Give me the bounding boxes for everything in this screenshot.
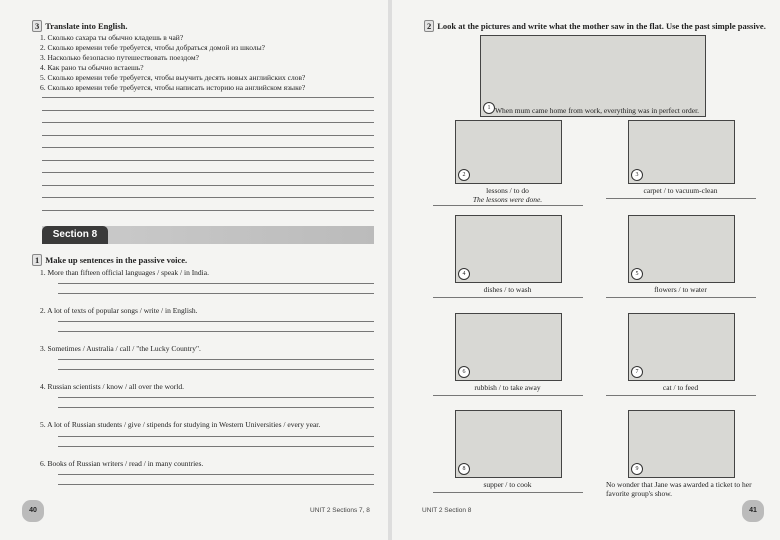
list-item: 4. Как рано ты обычно встаешь? — [40, 63, 144, 72]
answer-line[interactable] — [433, 205, 583, 206]
picture-caption: cat / to feed — [662, 383, 699, 392]
list-item: 6. Сколько времени тебе требуется, чтобы написать историю на английском языке? — [40, 83, 306, 92]
answer-line[interactable] — [58, 446, 374, 447]
picture-6 — [455, 313, 562, 381]
picture-7 — [628, 313, 735, 381]
answer-line[interactable] — [606, 297, 756, 298]
list-item: 1. More than fifteen official languages / speak / in India. — [40, 268, 209, 277]
left-page — [0, 0, 388, 540]
example-answer: The lessons were done. — [472, 195, 543, 204]
picture-number: 6 — [458, 366, 470, 378]
exercise-title: Translate into English. — [45, 21, 128, 31]
answer-line[interactable] — [606, 198, 756, 199]
answer-line[interactable] — [58, 321, 374, 322]
picture-caption: rubbish / to take away — [474, 383, 541, 392]
picture-4 — [455, 215, 562, 283]
picture-caption: dishes / to wash — [483, 285, 532, 294]
picture-caption: supper / to cook — [483, 480, 532, 489]
picture-2 — [455, 120, 562, 184]
picture-living-room — [480, 35, 706, 117]
answer-line[interactable] — [42, 147, 374, 148]
answer-line[interactable] — [42, 172, 374, 173]
answer-line[interactable] — [58, 484, 374, 485]
answer-line[interactable] — [58, 283, 374, 284]
section-banner — [42, 226, 374, 244]
answer-line[interactable] — [42, 210, 374, 211]
exercise-number: 1 — [32, 254, 42, 266]
picture-number: 7 — [631, 366, 643, 378]
picture-number: 1 — [483, 102, 495, 114]
list-item: 5. Сколько времени тебе требуется, чтобы выучить десять новых английских слов? — [40, 73, 306, 82]
answer-line[interactable] — [58, 293, 374, 294]
exercise-title: Make up sentences in the passive voice. — [45, 255, 188, 265]
picture-caption: flowers / to water — [654, 285, 707, 294]
picture-5 — [628, 215, 735, 283]
answer-line[interactable] — [606, 395, 756, 396]
picture-caption: lessons / to do — [486, 186, 529, 195]
list-item: 2. A lot of texts of popular songs / write / in English. — [40, 306, 198, 315]
list-item: 2. Сколько времени тебе требуется, чтобы добраться домой из школы? — [40, 43, 265, 52]
picture-caption: No wonder that Jane was awarded a ticket to her favorite group's show. — [606, 480, 752, 498]
list-item: 4. Russian scientists / know / all over the world. — [40, 382, 184, 391]
picture-number: 5 — [631, 268, 643, 280]
exercise-3-heading — [32, 20, 128, 32]
answer-line[interactable] — [42, 135, 374, 136]
section-title: Section 8 — [42, 226, 108, 244]
answer-line[interactable] — [58, 474, 374, 475]
answer-line[interactable] — [58, 436, 374, 437]
answer-line[interactable] — [42, 122, 374, 123]
list-item: 3. Насколько безопасно путешествовать поездом? — [40, 53, 199, 62]
answer-line[interactable] — [42, 197, 374, 198]
answer-line[interactable] — [42, 160, 374, 161]
list-item: 1. Сколько сахара ты обычно кладешь в чай? — [40, 33, 184, 42]
list-item: 3. Sometimes / Australia / call / "the Lucky Country". — [40, 344, 201, 353]
list-item: 6. Books of Russian writers / read / in many countries. — [40, 459, 204, 468]
answer-line[interactable] — [42, 97, 374, 98]
page-footer: UNIT 2 Sections 7, 8 — [310, 507, 370, 514]
picture-3 — [628, 120, 735, 184]
picture-9 — [628, 410, 735, 478]
picture-8 — [455, 410, 562, 478]
picture-number: 8 — [458, 463, 470, 475]
main-caption: When mum came home from work, everything was in perfect order. — [494, 106, 700, 115]
right-page — [392, 0, 780, 540]
answer-line[interactable] — [42, 185, 374, 186]
picture-caption: carpet / to vacuum-clean — [643, 186, 718, 195]
exercise-number: 3 — [32, 20, 42, 32]
page-footer: UNIT 2 Section 8 — [422, 507, 472, 514]
answer-line[interactable] — [58, 331, 374, 332]
exercise-2-heading — [424, 20, 766, 32]
answer-line[interactable] — [58, 397, 374, 398]
picture-number: 9 — [631, 463, 643, 475]
answer-line[interactable] — [433, 297, 583, 298]
exercise-number: 2 — [424, 20, 434, 32]
picture-number: 4 — [458, 268, 470, 280]
list-item: 5. A lot of Russian students / give / stipends for studying in Western Universities / every year. — [40, 420, 321, 429]
answer-line[interactable] — [58, 369, 374, 370]
answer-line[interactable] — [58, 359, 374, 360]
page-number: 40 — [22, 500, 44, 522]
answer-line[interactable] — [42, 110, 374, 111]
answer-line[interactable] — [58, 407, 374, 408]
picture-number: 3 — [631, 169, 643, 181]
exercise-1-heading — [32, 254, 187, 266]
answer-line[interactable] — [433, 395, 583, 396]
picture-number: 2 — [458, 169, 470, 181]
exercise-title: Look at the pictures and write what the mother saw in the flat. Use the past simple passive. — [437, 21, 766, 31]
answer-line[interactable] — [433, 492, 583, 493]
page-number: 41 — [742, 500, 764, 522]
